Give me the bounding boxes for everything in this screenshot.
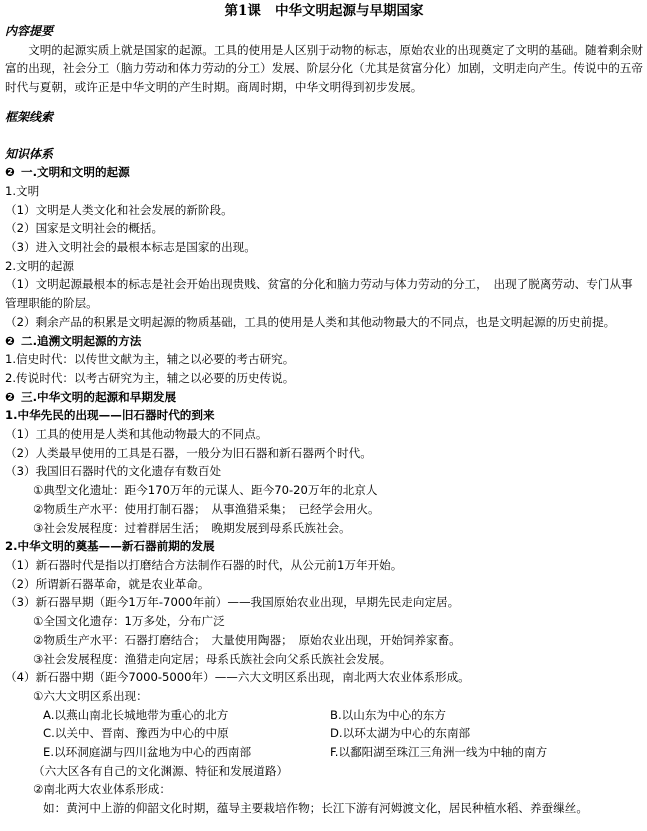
list-item: （3）我国旧石器时代的文化遗存有数百处 xyxy=(5,464,222,479)
sub-item: ①全国文化遗存：1万多处，分布广泛 xyxy=(33,614,225,629)
region-cell: D.以环太湖为中心的东南部 xyxy=(330,726,471,741)
part1-sub2: 2.文明的起源 xyxy=(5,258,75,273)
part3-heading: ❷ 三.中华文明的起源和早期发展 xyxy=(5,388,643,407)
region-cell: A.以燕山南北长城地带为重心的北方 xyxy=(43,707,229,722)
list-item: （2）剩余产品的积累是文明起源的物质基础，工具的使用是人类和其他动物最大的不同点，也是文明起源的历史前提。 xyxy=(5,314,616,329)
sub-item: ②南北两大农业体系形成： xyxy=(33,782,171,797)
list-item: 2.传说时代：以考古研究为主，辅之以必要的历史传说。 xyxy=(5,370,295,385)
region-row xyxy=(5,743,643,762)
part3-section1-heading: 1.中华先民的出现——旧石器时代的到来 xyxy=(5,408,215,423)
list-item: （1）新石器时代是指以打磨结合方法制作石器的时代，从公元前1万年开始。 xyxy=(5,557,403,572)
list-item: （2）所谓新石器革命，就是农业革命。 xyxy=(5,576,210,591)
sub-item: ③社会发展程度：渔猎走向定居；母系氏族社会向父系氏族社会发展。 xyxy=(33,651,392,666)
last-line: 如：黄河中上游的仰韶文化时期，蕴导主要栽培作物；长江下游有河姆渡文化，居民种植水稻、养蚕缫丝。 xyxy=(43,801,588,816)
region-cell: B.以山东为中心的东方 xyxy=(330,707,446,722)
sub-item: ①六大文明区系出现： xyxy=(33,688,148,703)
part2-heading: ❷ 二.追溯文明起源的方法 xyxy=(5,332,643,351)
regions-note: （六大区各有自己的文化渊源、特征和发展道路） xyxy=(33,763,289,778)
region-cell: E.以环洞庭湖与四川盆地为中心的西南部 xyxy=(43,745,252,760)
section-intro-heading: 内容提要 xyxy=(5,24,54,38)
section-knowledge-heading: 知识体系 xyxy=(5,146,54,161)
list-item: （3）进入文明社会的最根本标志是国家的出现。 xyxy=(5,240,256,255)
region-row xyxy=(5,706,643,725)
intro-paragraph: 文明的起源实质上就是国家的起源。工具的使用是人区别于动物的标志，原始农业的出现奠定了文明的基础。随着剩余财富的出现，社会分工（脑力劳动和体力劳动的分工）发展、阶层分化（尤其是贫富分化）加剧，文明走向产生。传说中的五帝时代与夏朝，或许正是中华文明的产生时期。商周时期，中华文明得到初步发展。 xyxy=(5,42,643,95)
list-item: （2）人类最早使用的工具是石器，一般分为旧石器和新石器两个时代。 xyxy=(5,445,372,460)
part1-heading: ❷ 一.文明和文明的起源 xyxy=(5,163,643,182)
region-cell: F.以鄱阳湖至珠江三角洲一线为中轴的南方 xyxy=(330,745,548,760)
part3-section2-heading: 2.中华文明的奠基——新石器前期的发展 xyxy=(5,539,215,554)
list-item: （4）新石器中期（距今7000-5000年）——六大文明区系出现，南北两大农业体系形成。 xyxy=(5,670,470,685)
sub-item: ②物质生产水平：石器打磨结合； 大量使用陶器； 原始农业出现，开始饲养家畜。 xyxy=(33,632,461,647)
list-item: （1）工具的使用是人类和其他动物最大的不同点。 xyxy=(5,427,268,442)
bullet-icon: ❷ xyxy=(5,389,15,404)
list-item: （1）文明是人类文化和社会发展的新阶段。 xyxy=(5,202,233,217)
list-item: 1.信史时代：以传世文献为主，辅之以必要的考古研究。 xyxy=(5,352,295,367)
sub-item: ②物质生产水平：使用打制石器； 从事渔猎采集； 已经学会用火。 xyxy=(33,501,380,516)
region-row xyxy=(5,724,643,743)
list-item: （2）国家是文明社会的概括。 xyxy=(5,221,164,236)
bullet-icon: ❷ xyxy=(5,333,15,348)
sub-item: ①典型文化遗址：距今170万年的元谋人、距今70-20万年的北京人 xyxy=(33,483,378,498)
sub-item: ③社会发展程度：过着群居生活； 晚期发展到母系氏族社会。 xyxy=(33,520,351,535)
list-item: （1）文明起源最根本的标志是社会开始出现贵贱、贫富的分化和脑力劳动与体力劳动的分工， 出现了脱离劳动、专门从事管理职能的阶层。 xyxy=(5,277,633,311)
region-cell: C.以关中、晋南、豫西为中心的中原 xyxy=(43,726,229,741)
page-title: 第1课 中华文明起源与早期国家 xyxy=(224,3,424,19)
section-framework-heading: 框架线索 xyxy=(5,109,54,124)
list-item: （3）新石器早期（距今1万年-7000年前）——我国原始农业出现，早期先民走向定居。 xyxy=(5,595,460,610)
bullet-icon: ❷ xyxy=(5,165,15,180)
part1-sub1: 1.文明 xyxy=(5,183,40,198)
